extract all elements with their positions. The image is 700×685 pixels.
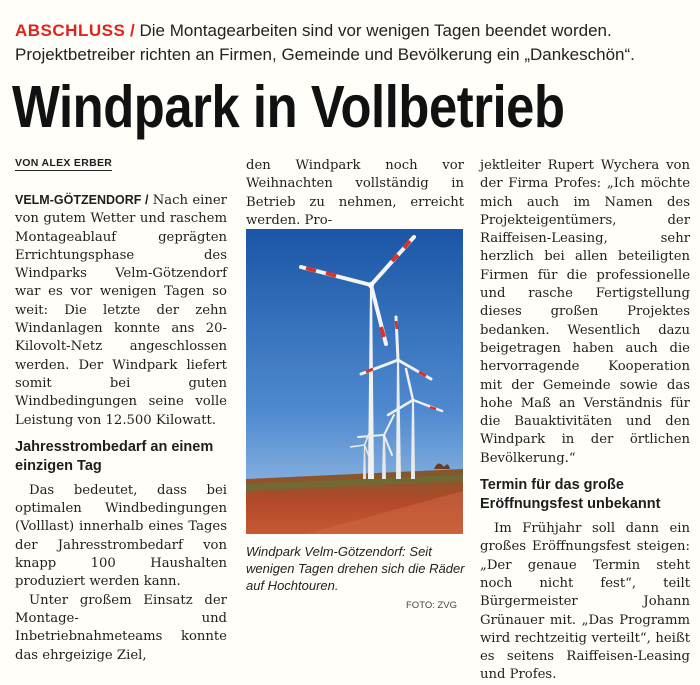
paragraph-3-start: Unter großem Einsatz der Montage- und Inbetriebnahmeteams konnte das ehrgeizige Ziel, bbox=[15, 592, 227, 663]
kicker bbox=[15, 19, 695, 67]
subheading-1: Jahresstrombedarf an einem einzigen Tag bbox=[15, 438, 214, 474]
headline: Windpark in Vollbetrieb bbox=[12, 74, 565, 140]
dateline: VELM-GÖTZENDORF / bbox=[15, 193, 149, 207]
paragraph-1-text: Nach einer von gutem Wetter und raschem Montageablauf geprägten Errichtungsphase des Windparks Velm-Götzendorf war es vor wenigen Tagen so weit: Die letzte der zehn Windanlagen konnte ans 20-Kilovolt-Netz angeschlossen werden. Der Windpark liefert somit bei guten Windbedingungen seine volle Leistung von 12.500 Kilowatt. bbox=[15, 193, 227, 428]
paragraph-3-end: jektleiter Rupert Wychera von der Firma Profes: „Ich möchte mich auch im Namen des Projekteigentümers, der Raiffeisen-Leasing, sehr herzlich bei allen beteiligten Firmen für die professionelle und rasche Fertigstellung dieses großen Projektes bedanken. Wesentlich dazu beigetragen haben auch die hervorragende Kooperation mit der Gemeinde sowie das hohe Maß an Verständnis für die Bauaktivitäten und den Windpark in der örtlichen Bevölkerung.“ bbox=[480, 158, 690, 466]
byline: VON ALEX ERBER bbox=[15, 157, 113, 169]
paragraph-2: Das bedeutet, dass bei optimalen Windbedingungen (Volllast) innerhalb eines Tages der Jahresstrombedarf von knapp 100 Haushalten produziert werden kann. bbox=[15, 482, 227, 590]
article-column-2 bbox=[246, 157, 464, 230]
article-column-1 bbox=[15, 191, 227, 665]
subheading-2: Termin für das große Eröffnungsfest unbekannt bbox=[480, 477, 661, 513]
photo-caption: Windpark Velm-Götzendorf: Seit wenigen Tagen drehen sich die Räder auf Hochtouren. bbox=[246, 544, 465, 593]
windpark-photo bbox=[246, 229, 463, 534]
article-column-3 bbox=[480, 157, 690, 685]
kicker-text: Die Montagearbeiten sind vor wenigen Tagen beendet worden. Projektbetreiber richten an Firmen, Gemeinde und Bevölkerung ein „Dankeschön“. bbox=[15, 21, 635, 64]
paragraph-3-cont: den Windpark noch vor Weihnachten vollständig in Betrieb zu nehmen, erreicht werden. Pro- bbox=[246, 158, 464, 228]
kicker-keyword: ABSCHLUSS bbox=[15, 21, 126, 40]
paragraph-1 bbox=[15, 191, 227, 430]
photo-credit: FOTO: ZVG bbox=[406, 600, 458, 611]
paragraph-4: Im Frühjahr soll dann ein großes Eröffnungsfest steigen: „Der genaue Termin steht noch nicht fest“, teilt Bürgermeister Johann Grünauer mit. „Das Programm wird rechtzeitig verteilt“, heißt es seitens Raiffeisen-Leasing und Profes. bbox=[480, 521, 690, 683]
kicker-separator: / bbox=[130, 21, 135, 40]
